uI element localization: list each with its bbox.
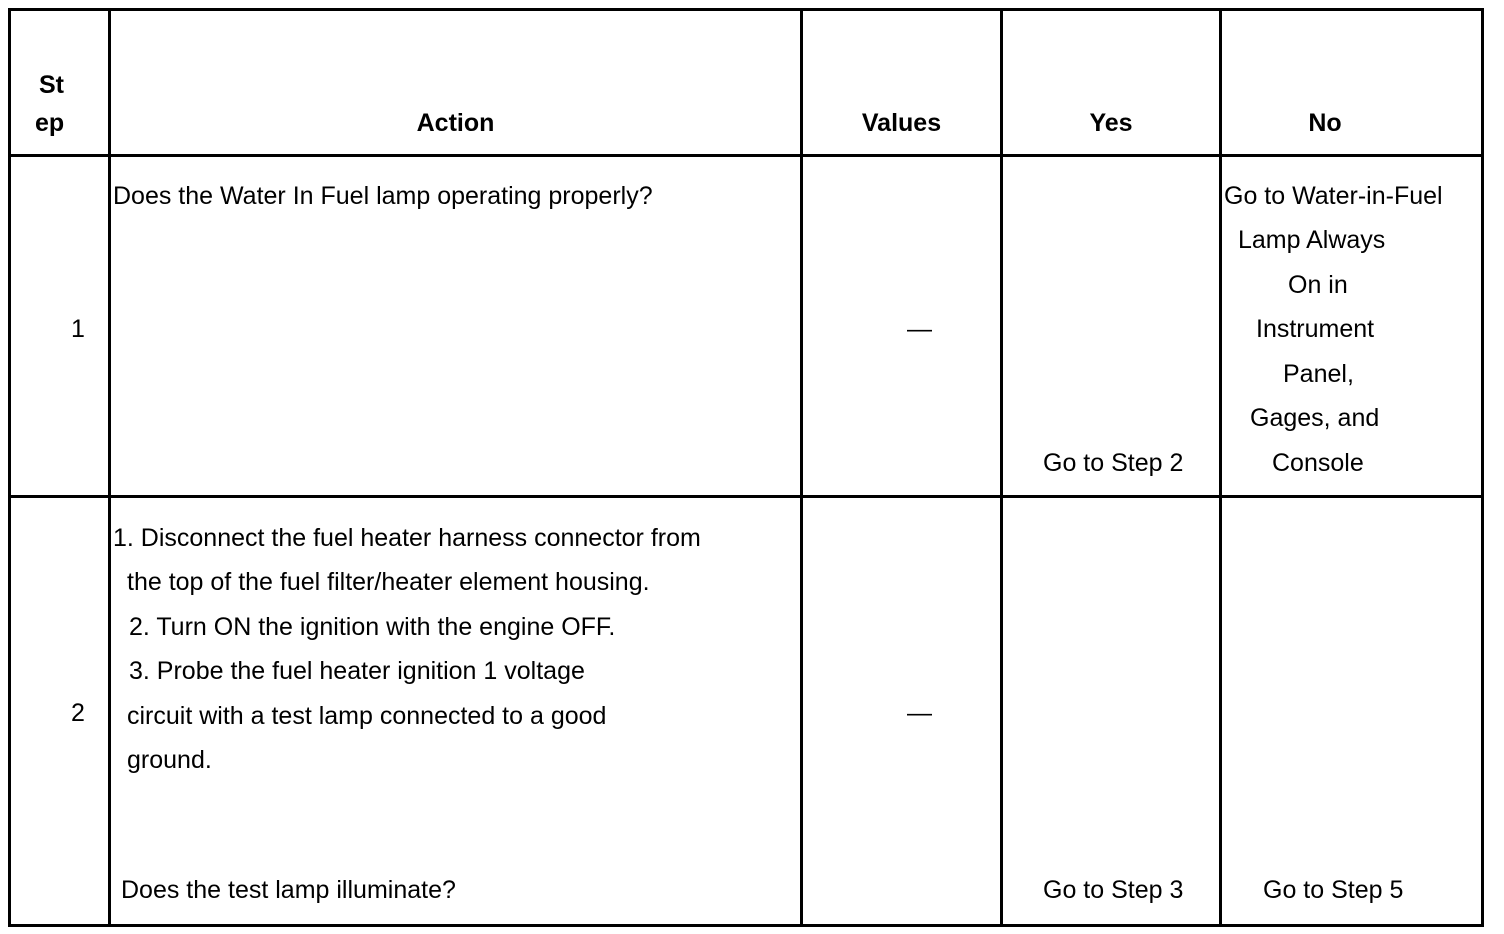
row1-no-line: Lamp Always [1238,226,1386,254]
row2-action-line: circuit with a test lamp connected to a good [127,702,607,730]
row2-action-line: ground. [127,746,212,774]
column-divider [1219,11,1222,924]
row2-no: Go to Step 5 [1263,876,1404,904]
row1-no-line: Gages, and [1250,404,1380,432]
header-values: Values [861,109,942,137]
row2-action-line: 1. Disconnect the fuel heater harness connector from [113,524,701,552]
header-step-line1: St [39,71,64,99]
row1-yes: Go to Step 2 [1043,449,1184,477]
row1-step: 1 [71,315,85,343]
header-yes: Yes [1089,109,1133,137]
diagnostic-table [8,8,1484,927]
row-divider [11,495,1481,498]
row2-step: 2 [71,699,85,727]
row1-no-line: Console [1272,449,1364,477]
row2-action-line: 2. Turn ON the ignition with the engine OFF. [129,613,616,641]
header-no: No [1308,109,1342,137]
column-divider [800,11,803,924]
row2-value: — [907,699,932,727]
row1-no-line: Instrument [1256,315,1375,343]
header-action: Action [416,109,495,137]
row1-action: Does the Water In Fuel lamp operating properly? [113,182,653,210]
column-divider [1000,11,1003,924]
row1-no-line: Panel, [1283,360,1354,388]
row1-value: — [907,315,932,343]
row-divider [11,154,1481,157]
row2-action-line: the top of the fuel filter/heater element housing. [127,568,650,596]
column-divider [108,11,111,924]
row1-no-line: Go to Water-in-Fuel [1224,182,1443,210]
row2-action-line: 3. Probe the fuel heater ignition 1 voltage [129,657,585,685]
row2-yes: Go to Step 3 [1043,876,1184,904]
row1-no-line: On in [1288,271,1348,299]
row2-question: Does the test lamp illuminate? [121,876,456,904]
header-step-line2: ep [35,109,65,137]
